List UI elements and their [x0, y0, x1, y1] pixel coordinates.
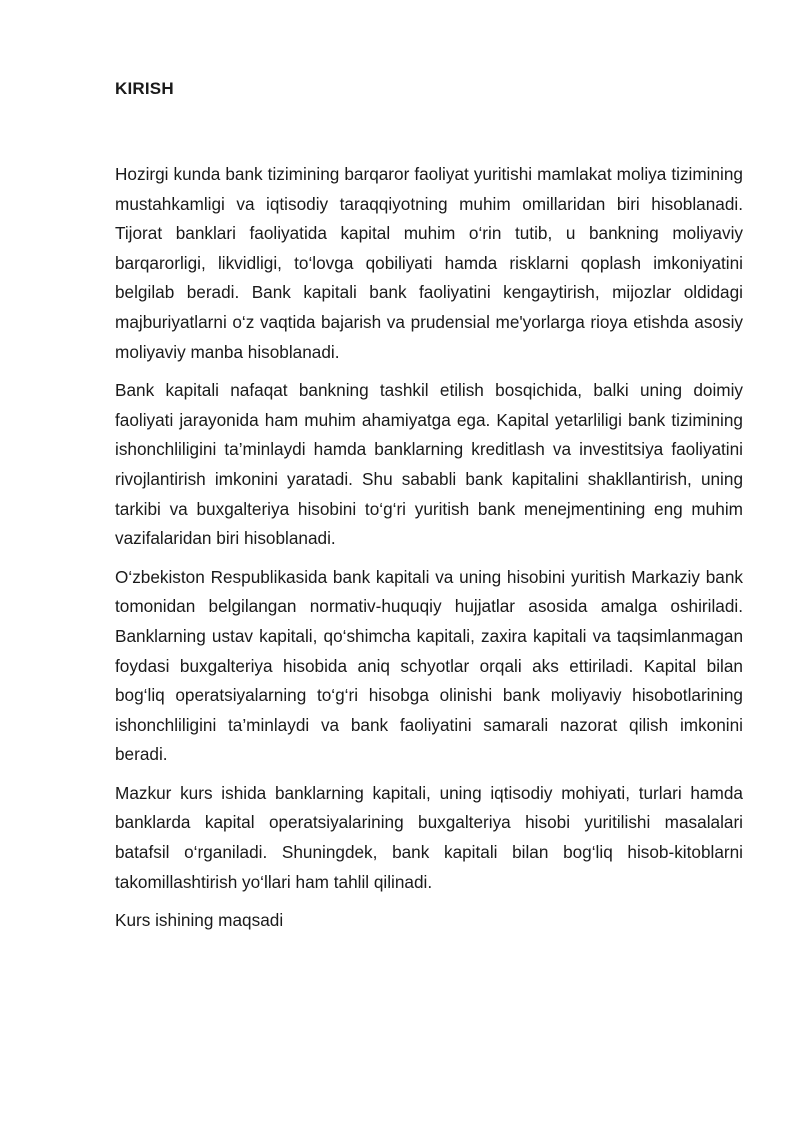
document-body — [115, 160, 743, 945]
paragraph-5: Kurs ishining maqsadi — [115, 910, 284, 931]
paragraph-3: O‘zbekiston Respublikasida bank kapitali va uning hisobini yuritish Markaziy bank tomonidan belgilangan normativ-huquqiy hujjatlar asosida amalga oshiriladi. Banklarning ustav kapitali, qo‘shimcha kapitali, zaxira kapitali va taqsimlanmagan foydasi buxgalteriya hisobida aniq schyotlar orqali aks ettiriladi. Kapital bilan bog‘liq operatsiyalarning to‘g‘ri hisobga olinishi bank moliyaviy hisobotlarining ishonchliligini ta’minlaydi va bank faoliyatini samarali nazorat qilish imkonini beradi. — [115, 566, 743, 765]
paragraph-2: Bank kapitali nafaqat bankning tashkil etilish bosqichida, balki uning doimiy faoliyati jarayonida ham muhim ahamiyatga ega. Kapital yetarliligi bank tizimining ishonchliligini ta’minlaydi hamda banklarning kreditlash va investitsiya faoliyatini rivojlantirish imkonini yaratadi. Shu sababli bank kapitalini shakllantirish, uning tarkibi va buxgalteriya hisobini to‘g‘ri yuritish bank menejmentining eng muhim vazifalaridan biri hisoblanadi. — [115, 380, 743, 549]
section-heading: KIRISH — [115, 79, 174, 98]
paragraph-1: Hozirgi kunda bank tizimining barqaror faoliyat yuritishi mamlakat moliya tizimining mustahkamligi va iqtisodiy taraqqiyotning muhim omillaridan biri hisoblanadi. Tijorat banklari faoliyatida kapital muhim o‘rin tutib, u bankning moliyaviy barqarorligi, likvidligi, to‘lovga qobiliyati hamda risklarni qoplash imkoniyatini belgilab beradi. Bank kapitali bank faoliyatini kengaytirish, mijozlar oldidagi majburiyatlarni o‘z vaqtida bajarish va prudensial me'yorlarga rioya etishda asosiy moliyaviy manba hisoblanadi. — [115, 164, 743, 362]
paragraph-4: Mazkur kurs ishida banklarning kapitali, uning iqtisodiy mohiyati, turlari hamda banklarda kapital operatsiyalarining buxgalteriya hisobi yuritilishi masalalari batafsil o‘rganiladi. Shuningdek, bank kapitali bilan bog‘liq hisob-kitoblarni takomillashtirish yo‘llari ham tahlil qilinadi. — [115, 782, 743, 892]
